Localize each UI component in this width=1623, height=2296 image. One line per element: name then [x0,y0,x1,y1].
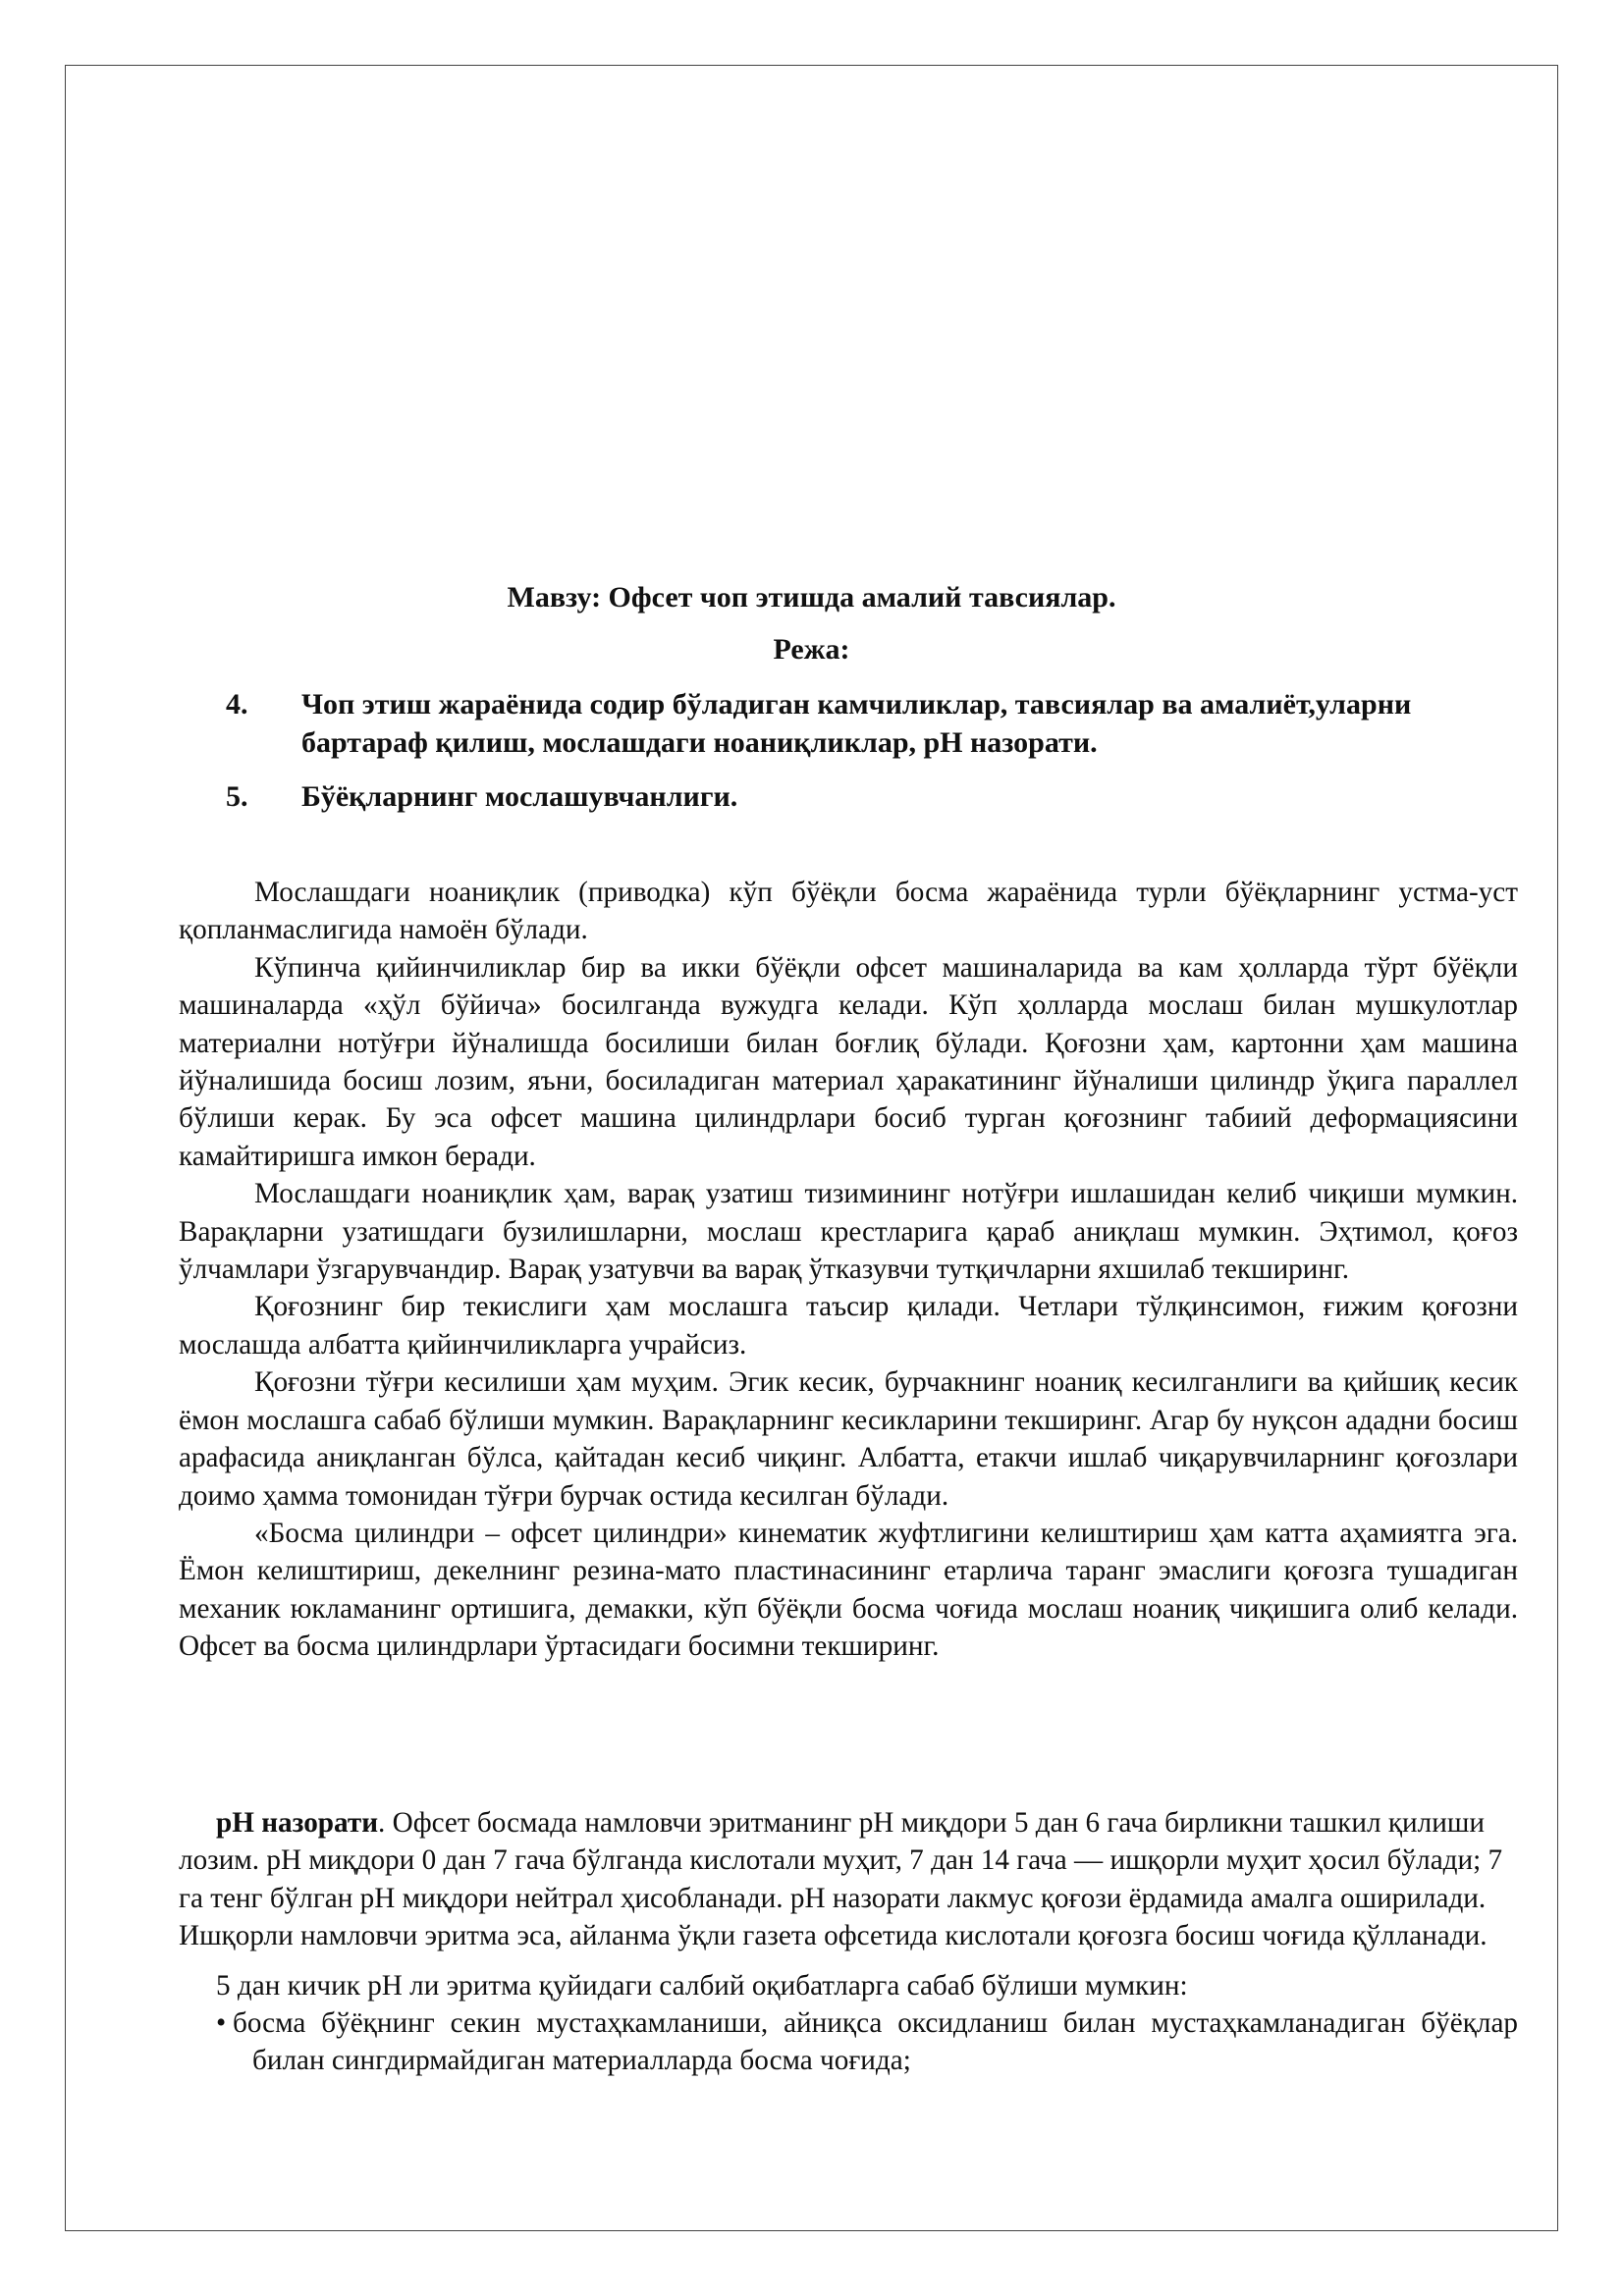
plan-item-text: Бўёқларнинг мослашувчанлиги. [301,780,738,813]
paragraph: Мослашдаги ноаниқлик (приводка) кўп бўёқли босма жараёнида турли бўёқларнинг устма-уст қопланмаслигида намоён бўлади. [179,877,1518,946]
ph-paragraph [179,1804,1518,1955]
paragraph: Мослашдаги ноаниқлик ҳам, варақ узатиш тизимининг нотўғри ишлашидан келиб чиқиши мумкин. Варақларни узатишдаги бузилишларни, мослаш крестларига қараб аниқлаш мумкин. Эҳтимол, қоғоз ўлчамлари ўзгарувчандир. Варақ узатувчи ва варақ ўтказувчи тутқичларни яхшилаб текширинг. [179,1178,1518,1286]
ph-text: . Офсет босмада намловчи эритманинг pH миқдори 5 дан 6 гача бирликни ташкил қилиши лозим. pH миқдори 0 дан 7 гача бўлганда кислотали муҳит, 7 дан 14 гача — ишқорли муҳит ҳосил бўлади; 7 га тенг бўлган pH миқдори нейтрал ҳисобланади. pH назорати лакмус қоғози ёрдамида амалга оширилади. Ишқорли намловчи эритма эса, айланма ўқли газета офсетида кислотали қоғозга босиш чоғида қўлланади. [179,1807,1503,1952]
topic-title: Мавзу: Офсет чоп этишда амалий тавсиялар. [507,581,1116,614]
plan-item-number: 5. [226,780,248,813]
paragraph: Қоғознинг бир текислиги ҳам мослашга таъсир қилади. Четлари тўлқинсимон, ғижим қоғозни мослашда албатта қийинчиликларга учрайсиз. [179,1291,1518,1361]
body-section [179,874,1518,1666]
ph-label: pH назорати [216,1807,379,1839]
bullet-item [179,2004,1518,2080]
plan-heading: Режа: [773,633,850,666]
paragraph: «Босма цилиндри – офсет цилиндри» кинематик жуфтлигини келиштириш ҳам катта аҳамиятга эга. Ёмон келиштириш, декелнинг резина-мато пластинасининг етарлича таранг эмаслиги қоғозга тушадиган механик юкламанинг ортишига, демакки, кўп бўёқли босма чоғида мослаш ноаниқ чиқишига олиб келади. Офсет ва босма цилиндрлари ўртасидаги босимни текширинг. [179,1517,1518,1663]
plan-item-number: 4. [226,688,248,721]
bullet-text: босма бўёқнинг секин мустаҳкамланиши, айниқса оксидланиш билан мустаҳкамланадиган бўёқлар билан сингдирмайдиган материалларда босма чоғида; [233,2007,1518,2077]
plan-item-text: Чоп этиш жараёнида содир бўладиган камчиликлар, тавсиялар ва амалиёт,уларни бартараф қилиш, мослашдаги ноаниқликлар, pH назорати. [301,688,1412,759]
low-ph-intro: 5 дан кичик pH ли эритма қуйидаги салбий оқибатларга сабаб бўлиши мумкин: [216,1969,1188,2002]
paragraph: Кўпинча қийинчиликлар бир ва икки бўёқли офсет машиналарида ва кам ҳолларда тўрт бўёқли машиналарда «ҳўл бўйича» босилганда вужудга келади. Кўп ҳолларда мослаш билан мушкулотлар материални нотўғри йўналишда босилиши билан боғлиқ бўлади. Қоғозни ҳам, картонни ҳам машина йўналишида босиш лозим, яъни, босиладиган материал ҳаракатининг йўналиши цилиндр ўқига параллел бўлиши керак. Бу эса офсет машина цилиндрлари босиб турган қоғознинг табиий деформациясини камайтиришга имкон беради. [179,951,1518,1172]
ph-section [179,1804,1518,2080]
paragraph: Қоғозни тўғри кесилиши ҳам муҳим. Эгик кесик, бурчакнинг ноаниқ кесилганлиги ва қийшиқ кесик ёмон мослашга сабаб бўлиши мумкин. Варақларнинг кесикларини текширинг. Агар бу нуқсон ададни босиш арафасида аниқланган бўлса, қайтадан кесиб чиқинг. Албатта, етакчи ишлаб чиқарувчиларнинг қоғозлари доимо ҳамма томонидан тўғри бурчак остида кесилган бўлади. [179,1366,1518,1512]
bullet-mark: • [216,2007,227,2040]
